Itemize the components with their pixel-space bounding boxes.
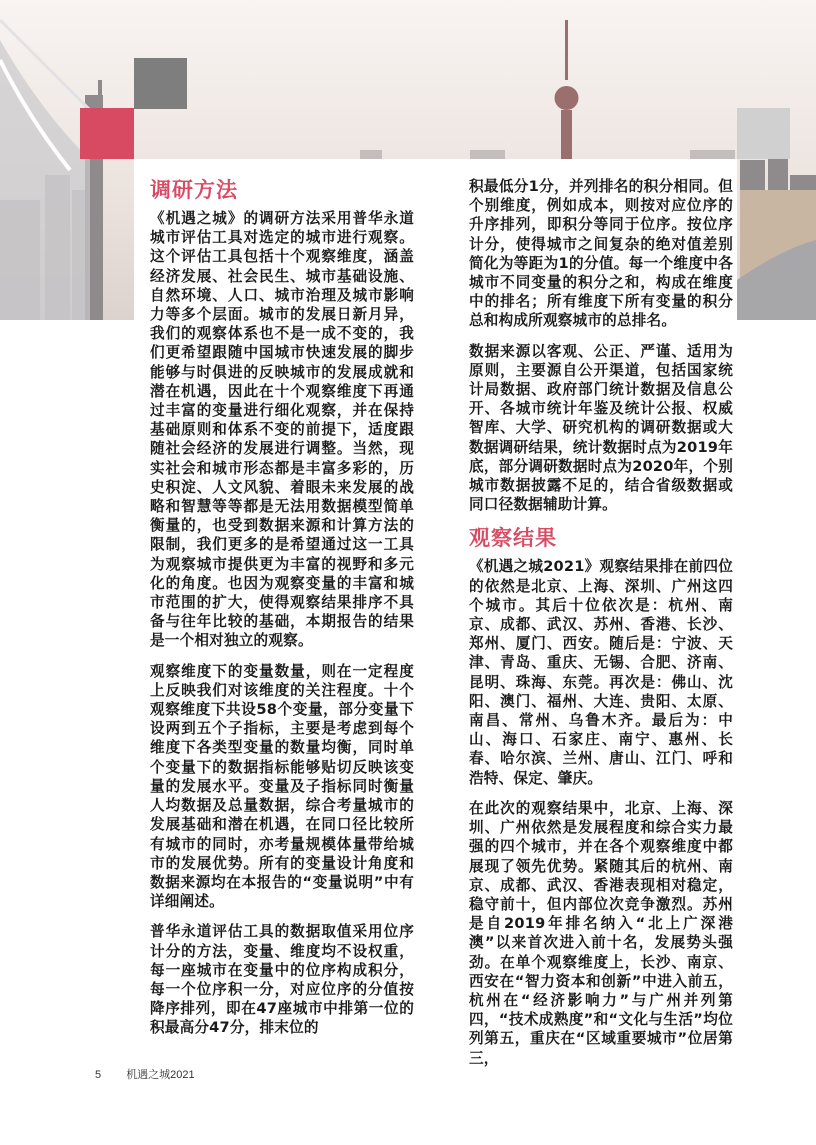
section-heading-results: 观察结果 <box>469 526 557 551</box>
page-number: 5 <box>95 1069 102 1081</box>
text-panel <box>134 159 737 1145</box>
page-footer <box>95 1066 195 1082</box>
footer-title: 机遇之城2021 <box>126 1069 195 1081</box>
decorative-red-square <box>80 108 134 159</box>
paragraph: 普华永道评估工具的数据取值采用位序计分的方法，变量、维度均不设权重，每一座城市在变量中的位序构成积分，每一个位序积一分，对应位序的分值按降序排列，即在47座城市中排第一位的积最高分47分，排末位的 <box>150 923 414 1037</box>
paragraph: 观察维度下的变量数量，则在一定程度上反映我们对该维度的关注程度。十个观察维度下共设58个变量，部分变量下设两到五个子指标，主要是考虑到每个维度下各类型变量的数量均衡，同时单个变量下的数据指标能够贴切反映该变量的发展水平。变量及子指标同时衡量人均数据及总量数据，综合考量城市的发展基础和潜在机遇，在同口径比较所有城市的同时，亦考量规模体量带给城市的发展优势。所有的变量设计角度和数据来源均在本报告的“变量说明”中有详细阐述。 <box>150 662 414 911</box>
paragraph: 《机遇之城》的调研方法采用普华永道城市评估工具对选定的城市进行观察。这个评估工具包括十个观察维度，涵盖经济发展、社会民生、城市基础设施、自然环境、人口、城市治理及城市影响力等多个层面。城市的发展日新月异，我们的观察体系也不是一成不变的，我们更希望跟随中国城市快速发展的脚步能够与时俱进的反映城市的发展成就和潜在机遇，因此在十个观察维度下再通过丰富的变量进行细化观察，并在保持基础原则和体系不变的前提下，适度跟随社会经济的发展进行调整。当然，现实社会和城市形态都是丰富多彩的，历史积淀、人文风貌、着眼未来发展的战略和智慧等等都是无法用数据模型简单衡量的，也受到数据来源和计算方法的限制，我们更多的是希望通过这一工具为观察城市提供更为丰富的视野和多元化的角度。也因为观察变量的丰富和城市范围的扩大，使得观察结果排序不具备与往年比较的基础，本期报告的结果是一个相对独立的观察。 <box>150 210 414 650</box>
right-column <box>469 177 733 1079</box>
paragraph: 积最低分1分，并列排名的积分相同。但个别维度，例如成本，则按对应位序的升序排列，即积分等同于位序。按位序计分，使得城市之间复杂的绝对值差别简化为等距为1的分值。每一个维度中各城市不同变量的积分之和，构成在维度中的排名；所有维度下所有变量的积分总和构成所观察城市的总排名。 <box>469 178 733 330</box>
paragraph: 数据来源以客观、公正、严谨、适用为原则，主要源自公开渠道，包括国家统计局数据、政府部门统计数据及信息公开、各城市统计年鉴及统计公报、权威智库、大学、研究机构的调研数据或大数据调研结果，统计数据时点为2019年底，部分调研数据时点为2020年，个别城市数据披露不足的，结合省级数据或同口径数据辅助计算。 <box>469 342 733 514</box>
decorative-gray-square <box>134 58 187 109</box>
decorative-light-square <box>737 108 790 159</box>
paragraph: 《机遇之城2021》观察结果排在前四位的依然是北京、上海、深圳、广州这四个城市。其后十位依次是：杭州、南京、成都、武汉、苏州、香港、长沙、郑州、厦门、西安。随后是：宁波、天津、青岛、重庆、无锡、合肥、济南、昆明、珠海、东莞。再次是：佛山、沈阳、澳门、福州、大连、贵阳、太原、南昌、常州、乌鲁木齐。最后为：中山、海口、石家庄、南宁、惠州、长春、哈尔滨、兰州、唐山、江门、呼和浩特、保定、肇庆。 <box>469 558 733 787</box>
section-heading-methodology: 调研方法 <box>150 178 238 202</box>
paragraph: 在此次的观察结果中，北京、上海、深圳、广州依然是发展程度和综合实力最强的四个城市，并在各个观察维度中都展现了领先优势。紧随其后的杭州、南京、成都、武汉、香港表现相对稳定，稳守前十，但内部位次竞争激烈。苏州是自2019年排名纳入“北上广深港澳”以来首次进入前十名，发展势头强劲。在单个观察维度上，长沙、南京、西安在“智力资本和创新”中进入前五，杭州在“经济影响力”与广州并列第四，“技术成熟度”和“文化与生活”均位列第五，重庆在“区域重要城市”位居第三， <box>469 799 733 1067</box>
left-column <box>150 175 414 1049</box>
